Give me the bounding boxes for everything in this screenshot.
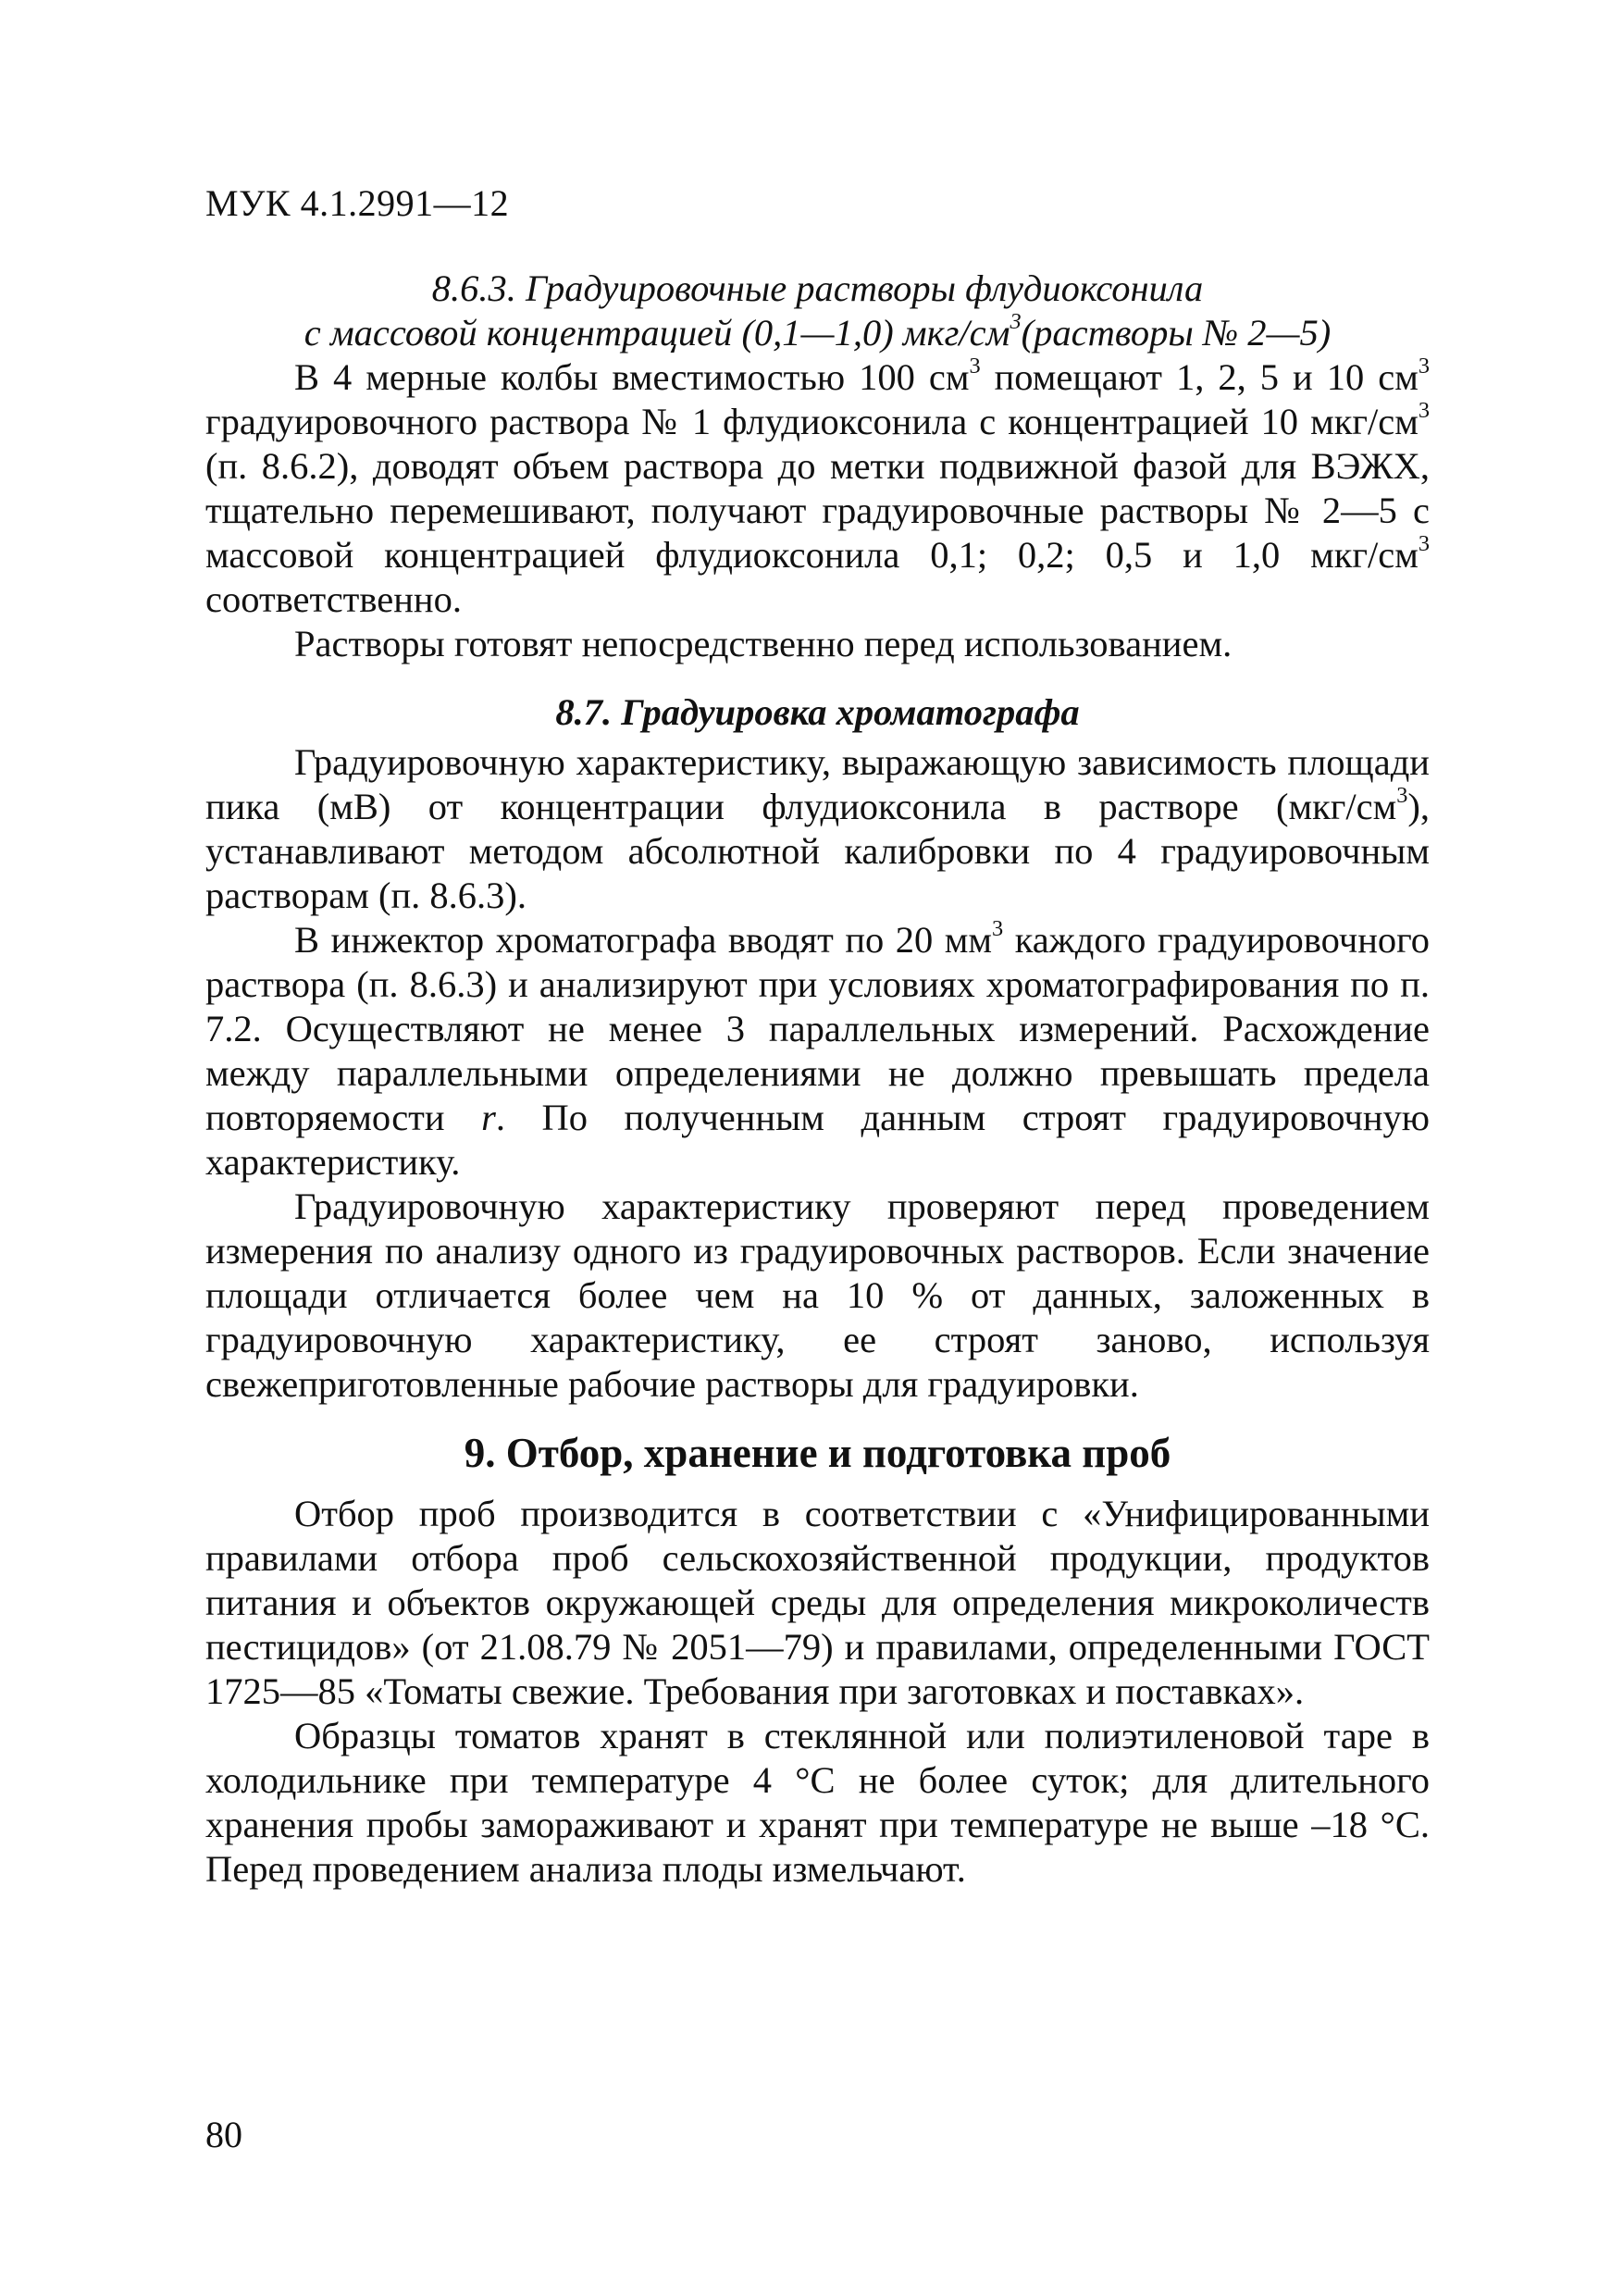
text: В 4 мерные колбы вместимостью 100 см bbox=[294, 356, 970, 398]
superscript: 3 bbox=[1418, 353, 1430, 379]
text: (п. 8.6.2), доводят объем раствора до метки подвижной фазой для ВЭЖХ, тщательно перемешивают, получают градуировочные растворы № 2—5 с массовой концентрацией флудиоксонила 0,1; 0,2; 0,5 и 1,0 мкг/см bbox=[205, 445, 1430, 576]
section-8-6-3-heading-line2 bbox=[205, 308, 1430, 355]
document-code: МУК 4.1.2991—12 bbox=[205, 182, 510, 224]
paragraph: Образцы томатов хранят в стеклянной или полиэтиленовой таре в холодильнике при температуре 4 °С не более суток; для длительного хранения пробы замораживают и хранят при температуре не выше –18 °С. Перед проведением анализа плоды измельчают. bbox=[205, 1715, 1430, 1890]
text: соответственно. bbox=[205, 578, 462, 620]
heading-text: (растворы № 2—5) bbox=[1021, 312, 1332, 354]
heading-text: с массовой концентрацией (0,1—1,0) мкг/см bbox=[304, 312, 1010, 354]
text: ), устанавливают методом абсолютной калибровки по 4 градуировочным растворам (п. 8.6.3). bbox=[205, 786, 1430, 916]
section-8-6-3-heading-line1: 8.6.3. Градуировочные растворы флудиоксонила bbox=[431, 267, 1204, 309]
superscript: 3 bbox=[1418, 397, 1430, 423]
text: Градуировочную характеристику, выражающую зависимость площади пика (мВ) от концентрации флудиоксонила в растворе (мкг/см bbox=[205, 741, 1430, 827]
section-8-6-3-heading bbox=[205, 267, 1430, 355]
section-8-7-heading: 8.7. Градуировка хроматографа bbox=[555, 691, 1080, 733]
paragraph bbox=[205, 740, 1430, 918]
paragraph: Отбор проб производится в соответствии с «Унифицированными правилами отбора проб сельскохозяйственной продукции, продуктов питания и объектов окружающей среды для определения микроколичеств пестицидов» (от 21.08.79 № 2051—79) и правилами, определенными ГОСТ 1725—85 «Томаты свежие. Требования при заготовках и поставках». bbox=[205, 1493, 1430, 1712]
italic-symbol: r bbox=[481, 1097, 496, 1138]
paragraph: Градуировочную характеристику проверяют перед проведением измерения по анализу одного из градуировочных растворов. Если значение площади отличается более чем на 10 % от данных, заложенных в градуировочную характеристику, ее строят заново, используя свежеприготовленные рабочие растворы для градуировки. bbox=[205, 1185, 1430, 1405]
paragraph bbox=[205, 355, 1430, 622]
superscript: 3 bbox=[1010, 308, 1022, 334]
paragraph: Растворы готовят непосредственно перед использованием. bbox=[294, 623, 1233, 664]
page-content bbox=[205, 267, 1430, 1892]
superscript: 3 bbox=[1396, 782, 1408, 808]
superscript: 3 bbox=[992, 915, 1004, 941]
page-number: 80 bbox=[205, 2114, 242, 2155]
section-9-heading: 9. Отбор, хранение и подготовка проб bbox=[464, 1430, 1171, 1476]
text: градуировочного раствора № 1 флудиоксонила с концентрацией 10 мкг/см bbox=[205, 401, 1419, 442]
paragraph bbox=[205, 915, 1431, 1185]
superscript: 3 bbox=[969, 353, 981, 379]
superscript: 3 bbox=[1418, 530, 1430, 556]
text: каждого градуировочного раствора (п. 8.6.3) и анализируют при условиях хроматографирования по п. 7.2. Осуществляют не менее 3 параллельных измерений. Расхождение между параллельными определениями не должно превышать предела повторяемости bbox=[205, 919, 1430, 1138]
text: В инжектор хроматографа вводят по 20 мм bbox=[294, 919, 993, 961]
text: . По полученным данным строят градуировочную характеристику. bbox=[205, 1097, 1431, 1183]
text: помещают 1, 2, 5 и 10 см bbox=[980, 356, 1419, 398]
